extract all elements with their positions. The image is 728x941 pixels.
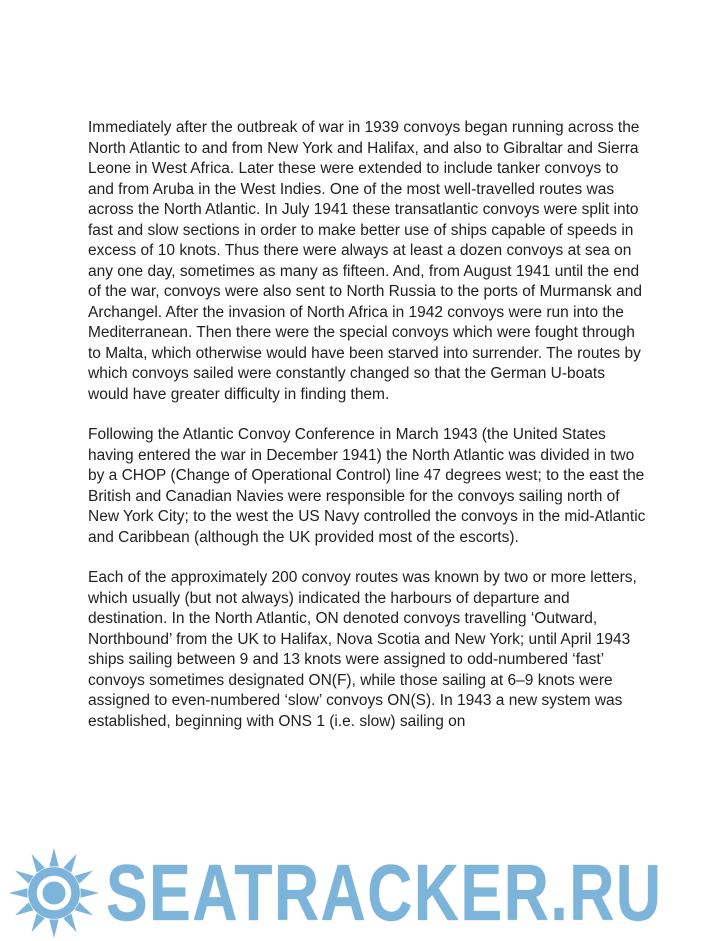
sun-icon (6, 845, 102, 941)
paragraph-3: Each of the approximately 200 convoy routes was known by two or more letters, which usually (but not always) indicated the harbours of departure and destination. In the North Atlantic, ON denoted convoys travelling ‘Outward, Northbound’ from the UK to Halifax, Nova Scotia and New York; until April 1943 ships sailing between 9 and 13 knots were assigned to odd-numbered ‘fast’ convoys sometimes designated ON(F), while those sailing at 6–9 knots were assigned to even-numbered ‘slow’ convoys ON(S). In 1943 a new system was established, beginning with ONS 1 (i.e. slow) sailing on (88, 569, 637, 730)
body-text (88, 118, 648, 752)
watermark-text: SEATRACKER.RU (106, 848, 663, 937)
watermark (6, 845, 728, 941)
paragraph-1: Immediately after the outbreak of war in 1939 convoys began running across the North Atlantic to and from New York and Halifax, and also to Gibraltar and Sierra Leone in West Africa. Later these were extended to include tanker convoys to and from Aruba in the West Indies. One of the most well-travelled routes was across the North Atlantic. In July 1941 these transatlantic convoys were split into fast and slow sections in order to make better use of ships capable of speeds in excess of 10 knots. Thus there were always at least a dozen convoys at sea on any one day, sometimes as many as fifteen. And, from August 1941 until the end of the war, convoys were also sent to North Russia to the ports of Murmansk and Archangel. After the invasion of North Africa in 1942 convoys were run into the Mediterranean. Then there were the special convoys which were fought through to Malta, which otherwise would have been starved into surrender. The routes by which convoys sailed were constantly changed so that the German U-boats would have greater difficulty in finding them. (88, 119, 642, 403)
paragraph-2: Following the Atlantic Convoy Conference in March 1943 (the United States having entered the war in December 1941) the North Atlantic was divided in two by a CHOP (Change of Operational Control) line 47 degrees west; to the east the British and Canadian Navies were responsible for the convoys sailing north of New York City; to the west the US Navy controlled the convoys in the mid-Atlantic and Caribbean (although the UK provided most of the escorts). (88, 426, 646, 546)
